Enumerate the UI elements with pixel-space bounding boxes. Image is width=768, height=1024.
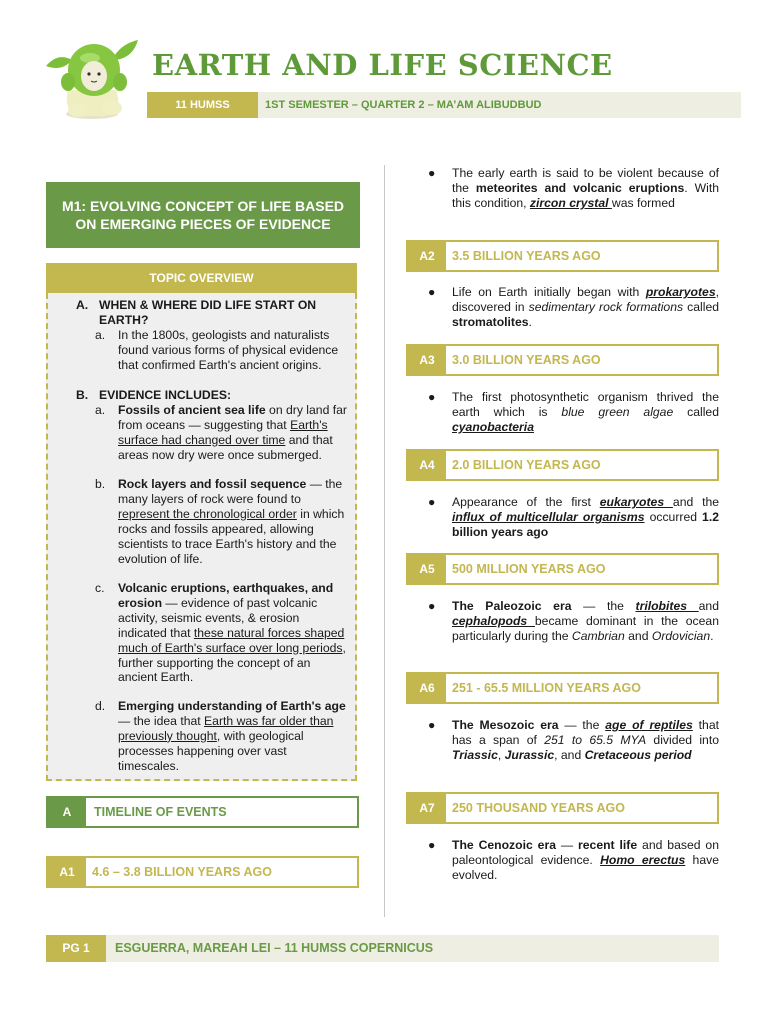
section-heading: EVIDENCE INCLUDES: [99, 388, 232, 402]
item-marker: a. [95, 403, 106, 417]
timeline-label: A3 [408, 346, 446, 374]
timeline-a3 [406, 344, 719, 376]
timeline-text: 250 THOUSAND YEARS AGO [452, 801, 625, 815]
page-title: EARTH AND LIFE SCIENCE [152, 48, 613, 82]
bullet-text: The first photosynthetic organism thrived the earth which is blue green algae called cyanobacteria [452, 390, 719, 434]
bullet-dot: ● [428, 495, 436, 509]
item-marker: d. [95, 699, 106, 713]
bullet-a5 [428, 599, 719, 644]
column-divider [384, 165, 385, 917]
bullet-a2 [428, 285, 719, 330]
bullet-a6 [428, 718, 719, 763]
timeline-header-label: A [48, 798, 86, 826]
overview-item-a-a [95, 328, 347, 373]
bullet-text: Appearance of the first eukaryotes and the influx of multicellular organisms occurred 1.2 billion years ago [452, 495, 720, 539]
overview-section-b [76, 388, 346, 403]
timeline-text: 2.0 BILLION YEARS AGO [452, 458, 601, 472]
overview-item-b-a [95, 403, 347, 463]
timeline-a2 [406, 240, 719, 272]
module-title [46, 182, 360, 248]
timeline-label: A7 [408, 794, 446, 822]
overview-item-b-c [95, 581, 347, 685]
bullet-a4 [428, 495, 719, 540]
module-title-text: M1: EVOLVING CONCEPT OF LIFE BASED ON EMERGING PIECES OF EVIDENCE [61, 198, 345, 232]
item-marker: a. [95, 328, 106, 342]
timeline-label: A5 [408, 555, 446, 583]
topic-overview-body [46, 293, 357, 781]
timeline-a5 [406, 553, 719, 585]
timeline-text: 4.6 – 3.8 BILLION YEARS AGO [92, 865, 272, 879]
topic-overview-heading: TOPIC OVERVIEW [46, 263, 357, 293]
overview-section-a [76, 298, 346, 328]
bullet-dot: ● [428, 390, 436, 404]
bullet-text: The Paleozoic era — the trilobites and cephalopods became dominant in the ocean particularly during the Cambrian and Ordovician. [452, 599, 719, 643]
bullet-dot: ● [428, 718, 436, 732]
page-footer [46, 935, 719, 962]
bullet-a3 [428, 390, 719, 435]
bullet-text: The Mesozoic era — the age of reptiles that has a span of 251 to 65.5 MYA divided into Triassic, Jurassic, and Cretaceous period [452, 718, 719, 762]
timeline-text: 500 MILLION YEARS AGO [452, 562, 606, 576]
timeline-label: A1 [48, 858, 86, 886]
item-text: Emerging understanding of Earth's age — the idea that Earth was far older than previously thought, with geological processes happening over vast timescales. [118, 699, 346, 773]
bullet-a1 [428, 166, 719, 211]
item-text: Fossils of ancient sea life on dry land far from oceans — suggesting that Earth's surface had changed over time and that areas now dry were once submerged. [118, 403, 347, 462]
item-text: In the 1800s, geologists and naturalists found various forms of physical evidence that confirmed Earth's ancient origins. [118, 328, 339, 372]
timeline-a1 [46, 856, 359, 888]
bullet-text: The early earth is said to be violent because of the meteorites and volcanic eruptions. With this condition, zircon crystal was formed [452, 166, 719, 210]
bullet-dot: ● [428, 285, 436, 299]
bullet-text: The Cenozoic era — recent life and based on paleontological evidence. Homo erectus have evolved. [452, 838, 719, 882]
class-label: 11 HUMSS [147, 92, 258, 118]
section-marker: A. [76, 298, 89, 312]
timeline-a7 [406, 792, 719, 824]
overview-item-b-d [95, 699, 347, 774]
bullet-text: Life on Earth initially began with prokaryotes, discovered in sedimentary rock formations called stromatolites. [452, 285, 720, 329]
subtitle-bar [147, 92, 741, 118]
bullet-dot: ● [428, 599, 436, 613]
section-marker: B. [76, 388, 89, 402]
section-heading: WHEN & WHERE DID LIFE START ON EARTH? [99, 298, 317, 327]
item-marker: b. [95, 477, 106, 491]
bullet-a7 [428, 838, 719, 883]
timeline-text: 3.0 BILLION YEARS AGO [452, 353, 601, 367]
item-text: Volcanic eruptions, earthquakes, and erosion — evidence of past volcanic activity, seismic events, & erosion indicated that these natural forces shaped much of Earth's surface over long periods, further supporting the concept of an ancient Earth. [118, 581, 346, 685]
timeline-header [46, 796, 359, 828]
timeline-label: A6 [408, 674, 446, 702]
timeline-a6 [406, 672, 719, 704]
page-number: PG 1 [46, 935, 106, 962]
semester-label: 1ST SEMESTER – QUARTER 2 – MA’AM ALIBUDBUD [265, 99, 542, 111]
timeline-text: 3.5 BILLION YEARS AGO [452, 249, 601, 263]
bullet-dot: ● [428, 166, 436, 180]
overview-item-b-b [95, 477, 347, 566]
timeline-label: A4 [408, 451, 446, 479]
item-marker: c. [95, 581, 105, 595]
timeline-text: 251 - 65.5 MILLION YEARS AGO [452, 681, 641, 695]
timeline-header-text: TIMELINE OF EVENTS [94, 805, 227, 819]
item-text: Rock layers and fossil sequence — the many layers of rock were found to represent the chronological order in which rocks and fossils appeared, allowing scientists to trace Earth's history and the evolution of life. [118, 477, 345, 566]
timeline-a4 [406, 449, 719, 481]
timeline-label: A2 [408, 242, 446, 270]
footer-author: ESGUERRA, MAREAH LEI – 11 HUMSS COPERNICUS [115, 941, 434, 955]
bullet-dot: ● [428, 838, 436, 852]
mascot-illustration [38, 30, 146, 122]
